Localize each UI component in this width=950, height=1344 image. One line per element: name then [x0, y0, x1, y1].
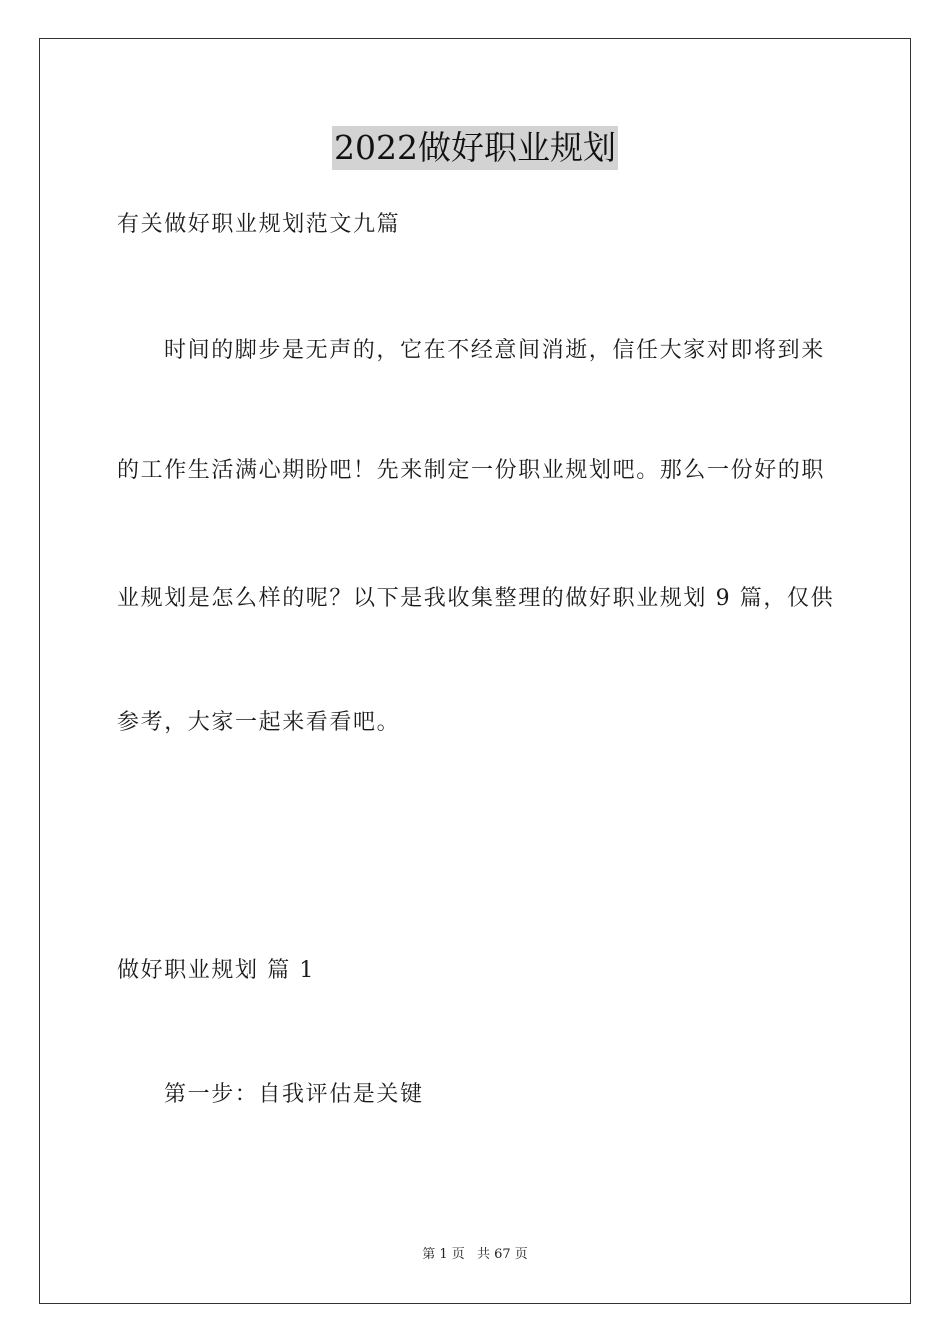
page-number-total: 共 67 页	[476, 1247, 528, 1262]
intro-paragraph-line: 业规划是怎么样的呢？以下是我收集整理的做好职业规划 9 篇，仅供	[117, 586, 835, 611]
intro-paragraph-line: 参考，大家一起来看看吧。	[117, 710, 401, 735]
section-heading: 做好职业规划 篇 1	[117, 958, 315, 983]
document-subtitle: 有关做好职业规划范文九篇	[117, 212, 401, 237]
page-footer	[0, 1246, 950, 1264]
title-container	[0, 126, 950, 170]
page-number-current: 第 1 页	[422, 1247, 465, 1262]
intro-paragraph-line: 的工作生活满心期盼吧！先来制定一份职业规划吧。那么一份好的职	[117, 458, 826, 483]
document-title: 2022做好职业规划	[332, 126, 618, 170]
intro-paragraph-line: 时间的脚步是无声的，它在不经意间消逝，信任大家对即将到来	[164, 338, 825, 363]
step-heading: 第一步：自我评估是关键	[164, 1082, 424, 1107]
